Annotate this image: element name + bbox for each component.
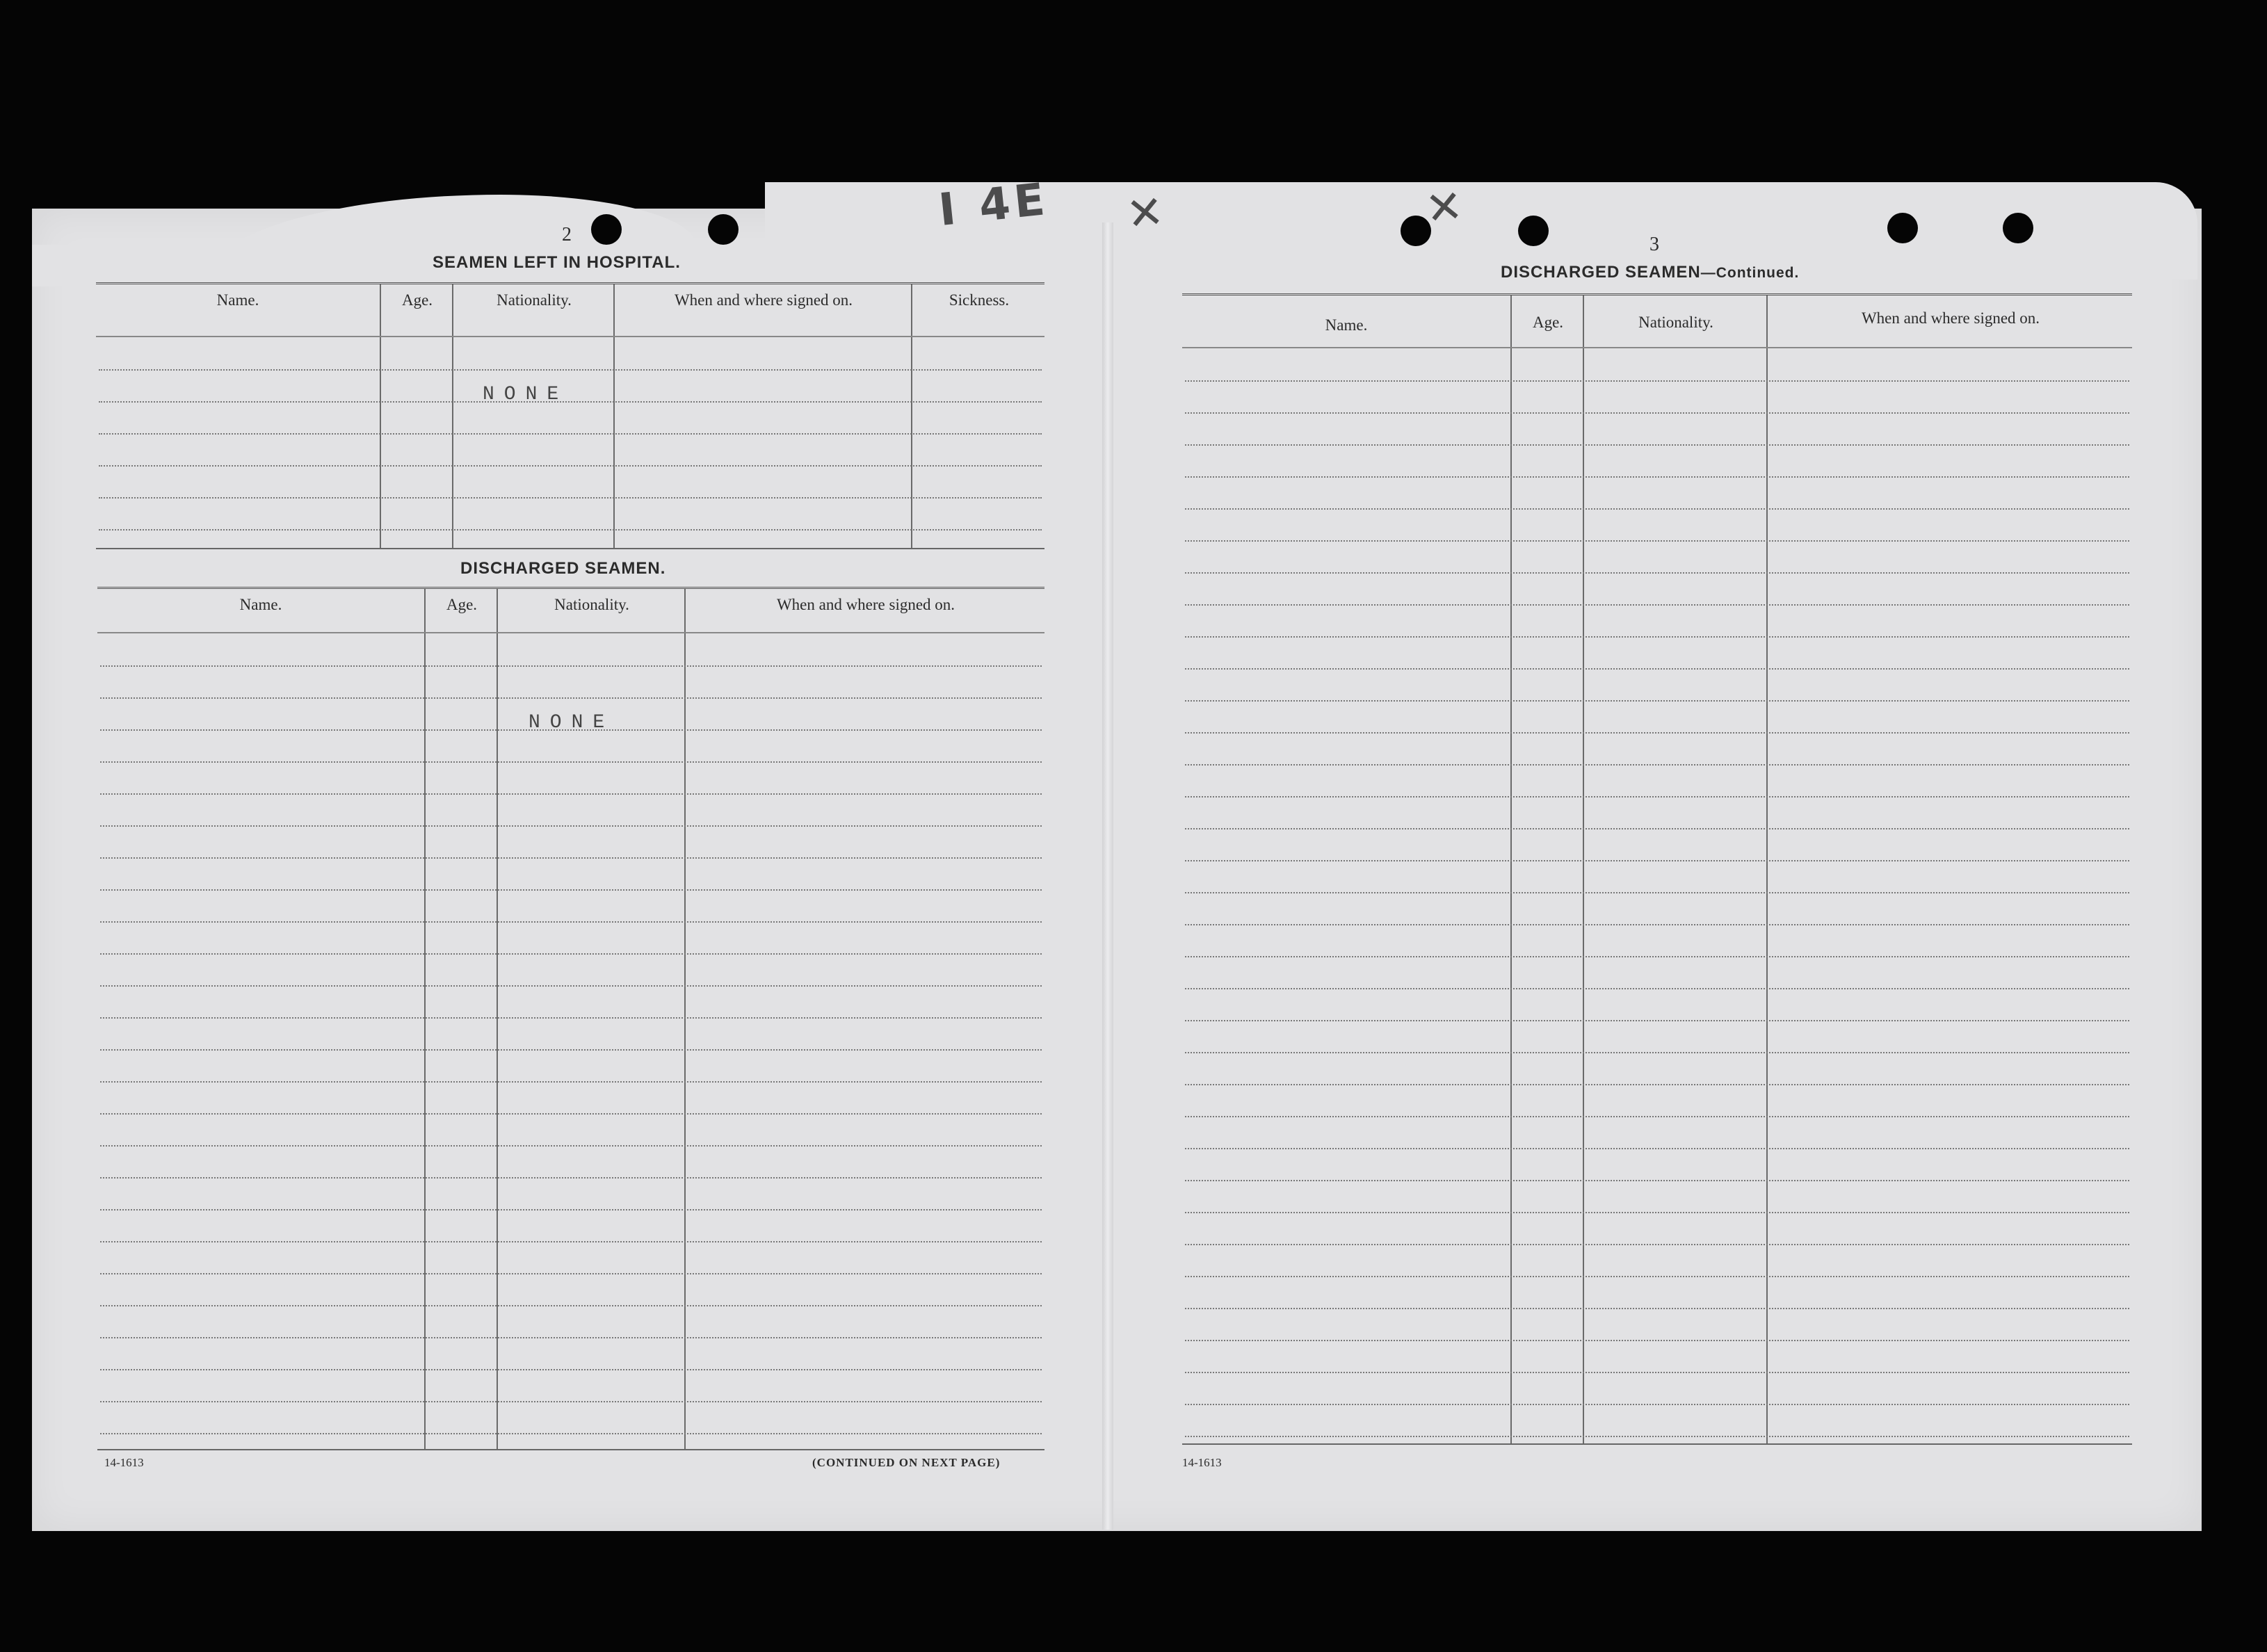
- column-header: Name.: [239, 596, 282, 613]
- ruled-line: [100, 953, 1042, 955]
- continued-note: (CONTINUED ON NEXT PAGE): [812, 1456, 1001, 1469]
- ruled-line: [100, 857, 1042, 859]
- punch-hole: [1518, 216, 1549, 246]
- column-header: When and where signed on.: [1861, 309, 2040, 327]
- hospital-table: [96, 282, 1044, 549]
- ruled-line: [100, 1305, 1042, 1306]
- ruled-line: [1185, 1244, 2129, 1245]
- punch-hole: [2003, 213, 2033, 243]
- ruled-line: [1185, 508, 2129, 510]
- column-header: Name.: [216, 291, 259, 309]
- table-column: [424, 589, 498, 1449]
- ruled-line: [1185, 444, 2129, 446]
- ruled-line: [1185, 540, 2129, 542]
- header-rule: [1182, 347, 2132, 348]
- table-column: [1182, 295, 1510, 1443]
- ruled-line: [100, 1433, 1042, 1434]
- column-header: Nationality.: [1638, 314, 1713, 331]
- ruled-line: [1185, 1404, 2129, 1405]
- punch-hole: [1887, 213, 1918, 243]
- ruled-line: [1185, 892, 2129, 893]
- ruled-line: [1185, 1180, 2129, 1181]
- handwritten-mark: ✕: [1124, 186, 1171, 241]
- typed-entry: NONE: [529, 712, 615, 734]
- ruled-line: [1185, 1276, 2129, 1277]
- discharged-section-title: DISCHARGED SEAMEN.: [460, 559, 666, 578]
- ruled-line: [100, 761, 1042, 763]
- ruled-line: [1185, 380, 2129, 382]
- ruled-line: [1185, 924, 2129, 925]
- ruled-line: [1185, 1020, 2129, 1021]
- ruled-line: [1185, 956, 2129, 957]
- ruled-line: [100, 1273, 1042, 1274]
- ruled-line: [1185, 636, 2129, 638]
- ruled-line: [1185, 1052, 2129, 1053]
- ruled-line: [100, 825, 1042, 827]
- ruled-line: [100, 985, 1042, 987]
- right-section-title-suffix: —Continued.: [1700, 265, 1800, 281]
- ruled-line: [100, 1177, 1042, 1179]
- ruled-line: [100, 793, 1042, 795]
- ruled-line: [100, 921, 1042, 923]
- ruled-line: [1185, 1212, 2129, 1213]
- ruled-line: [1185, 604, 2129, 606]
- ruled-line: [99, 465, 1042, 467]
- column-header: Age.: [1532, 314, 1564, 331]
- page-number: 2: [562, 224, 572, 245]
- ruled-line: [100, 1081, 1042, 1083]
- punch-hole: [591, 214, 622, 245]
- ruled-line: [100, 1337, 1042, 1338]
- handwritten-mark: I 4E: [936, 173, 1051, 237]
- ruled-line: [100, 889, 1042, 891]
- hospital-section-title: SEAMEN LEFT IN HOSPITAL.: [433, 253, 681, 272]
- table-column: [1766, 295, 2133, 1443]
- ruled-line: [1185, 1436, 2129, 1437]
- ruled-line: [99, 433, 1042, 435]
- ruled-line: [1185, 988, 2129, 989]
- ruled-line: [100, 665, 1042, 667]
- column-header: Nationality.: [554, 596, 629, 613]
- ruled-line: [1185, 764, 2129, 766]
- ruled-line: [1185, 412, 2129, 414]
- ruled-line: [1185, 1308, 2129, 1309]
- ruled-line: [1185, 1084, 2129, 1085]
- right-section-title-main: DISCHARGED SEAMEN: [1501, 263, 1701, 282]
- ruled-line: [100, 1145, 1042, 1147]
- ruled-line: [100, 1209, 1042, 1210]
- ruled-line: [100, 1049, 1042, 1051]
- ruled-line: [1185, 700, 2129, 702]
- ruled-line: [1185, 1116, 2129, 1117]
- ruled-line: [1185, 1148, 2129, 1149]
- ruled-line: [99, 529, 1042, 531]
- ruled-line: [1185, 828, 2129, 829]
- ruled-line: [100, 1113, 1042, 1115]
- header-rule: [97, 632, 1044, 633]
- ruled-line: [1185, 1372, 2129, 1373]
- ruled-line: [99, 497, 1042, 499]
- column-header: Sickness.: [949, 291, 1010, 309]
- form-number: 14-1613: [104, 1456, 144, 1469]
- punch-hole: [708, 214, 739, 245]
- table-column: [452, 284, 615, 548]
- table-column: [911, 284, 1046, 548]
- column-header: Age.: [446, 596, 478, 613]
- ruled-line: [1185, 476, 2129, 478]
- header-rule: [96, 336, 1044, 337]
- page-fold: [1102, 222, 1113, 1530]
- ruled-line: [99, 369, 1042, 371]
- ruled-line: [100, 1401, 1042, 1402]
- table-column: [380, 284, 453, 548]
- ruled-line: [99, 401, 1042, 403]
- form-number: 14-1613: [1182, 1456, 1222, 1469]
- page-number: 3: [1649, 234, 1659, 255]
- ruled-line: [1185, 1340, 2129, 1341]
- table-column: [684, 589, 1046, 1449]
- column-header: When and where signed on.: [674, 291, 853, 309]
- table-column: [1583, 295, 1768, 1443]
- column-header: Name.: [1325, 316, 1368, 334]
- ruled-line: [100, 697, 1042, 699]
- ruled-line: [1185, 732, 2129, 734]
- typed-entry: NONE: [483, 384, 569, 405]
- discharged-continued-table: [1182, 293, 2132, 1445]
- column-header: When and where signed on.: [776, 596, 955, 613]
- ruled-line: [1185, 860, 2129, 861]
- ruled-line: [1185, 572, 2129, 574]
- table-column: [97, 589, 424, 1449]
- ruled-line: [100, 1017, 1042, 1019]
- right-section-title: [1501, 263, 1799, 282]
- ruled-line: [1185, 796, 2129, 797]
- ruled-line: [100, 1241, 1042, 1242]
- ruled-line: [100, 1369, 1042, 1370]
- table-column: [613, 284, 912, 548]
- column-header: Nationality.: [497, 291, 572, 309]
- column-header: Age.: [401, 291, 433, 309]
- handwritten-mark: ✕: [1423, 180, 1470, 236]
- table-column: [1510, 295, 1584, 1443]
- ruled-line: [1185, 668, 2129, 670]
